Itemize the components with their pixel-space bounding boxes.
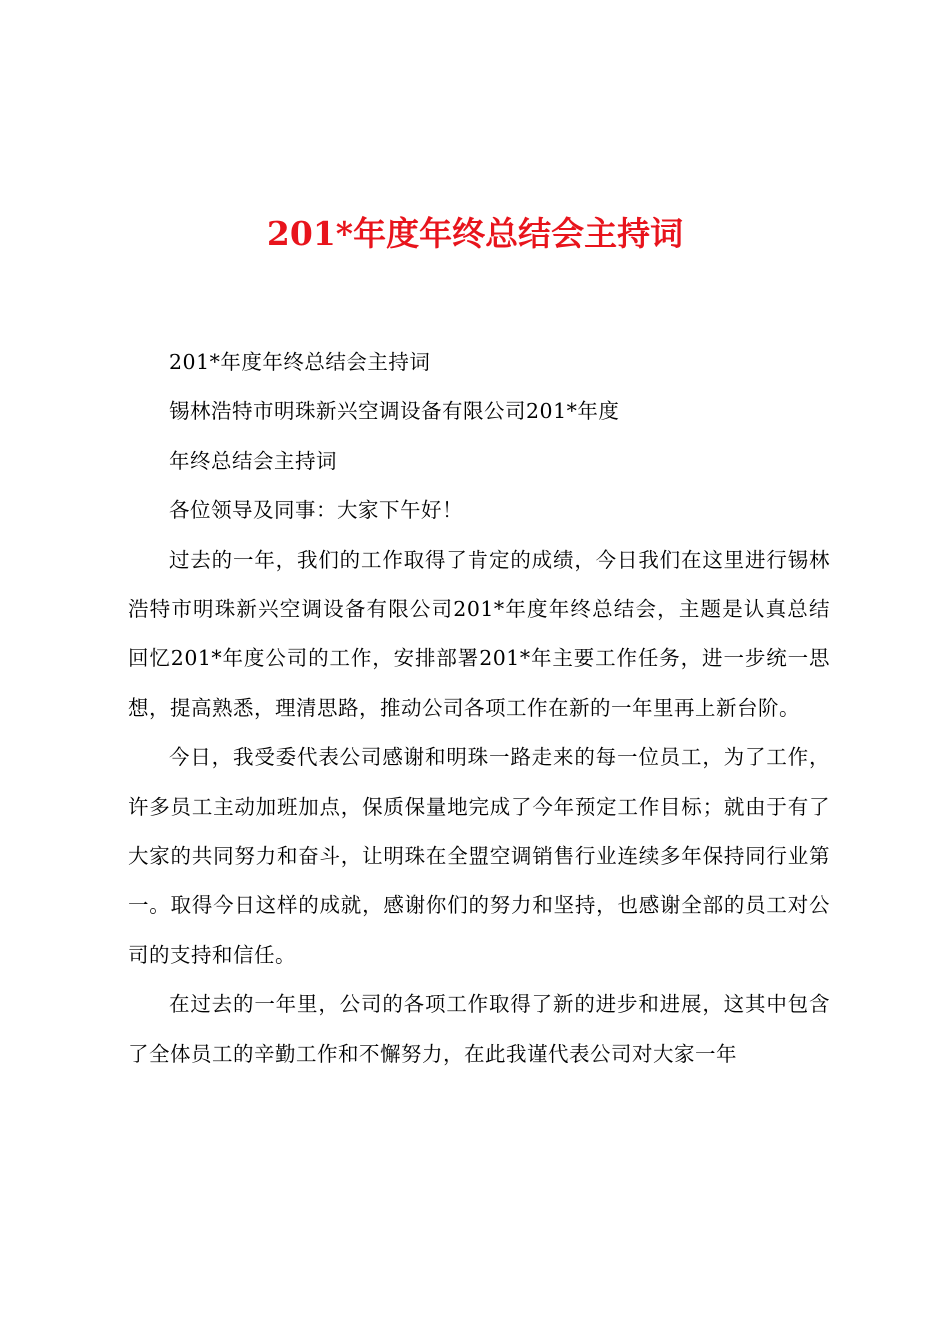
paragraph: 各位领导及同事：大家下午好！	[169, 498, 463, 523]
paragraph: 今日，我受委代表公司感谢和明珠一路走来的每一位员工，为了工作，许多员工主动加班加点，保质保量地完成了今年预定工作目标；就由于有了大家的共同努力和奋斗，让明珠在全盟空调销售行业连续多年保持同行业第一。取得今日这样的成就，感谢你们的努力和坚持，也感谢全部的员工对公司的支持和信任。	[128, 745, 830, 967]
paragraph: 201*年度年终总结会主持词	[169, 350, 431, 374]
paragraph: 在过去的一年里，公司的各项工作取得了新的进步和进展，这其中包含了全体员工的辛勤工作和不懈努力，在此我谨代表公司对大家一年	[128, 992, 830, 1066]
paragraph: 过去的一年，我们的工作取得了肯定的成绩，今日我们在这里进行锡林浩特市明珠新兴空调设备有限公司201*年度年终总结会，主题是认真总结回忆201*年度公司的工作，安排部署201*年主要工作任务，进一步统一思想，提高熟悉，理清思路，推动公司各项工作在新的一年里再上新台阶。	[128, 547, 830, 720]
document-body	[128, 338, 830, 1079]
paragraph: 锡林浩特市明珠新兴空调设备有限公司201*年度	[169, 399, 620, 424]
paragraph: 年终总结会主持词	[169, 448, 337, 473]
document-title: 201*年度年终总结会主持词	[266, 214, 684, 253]
